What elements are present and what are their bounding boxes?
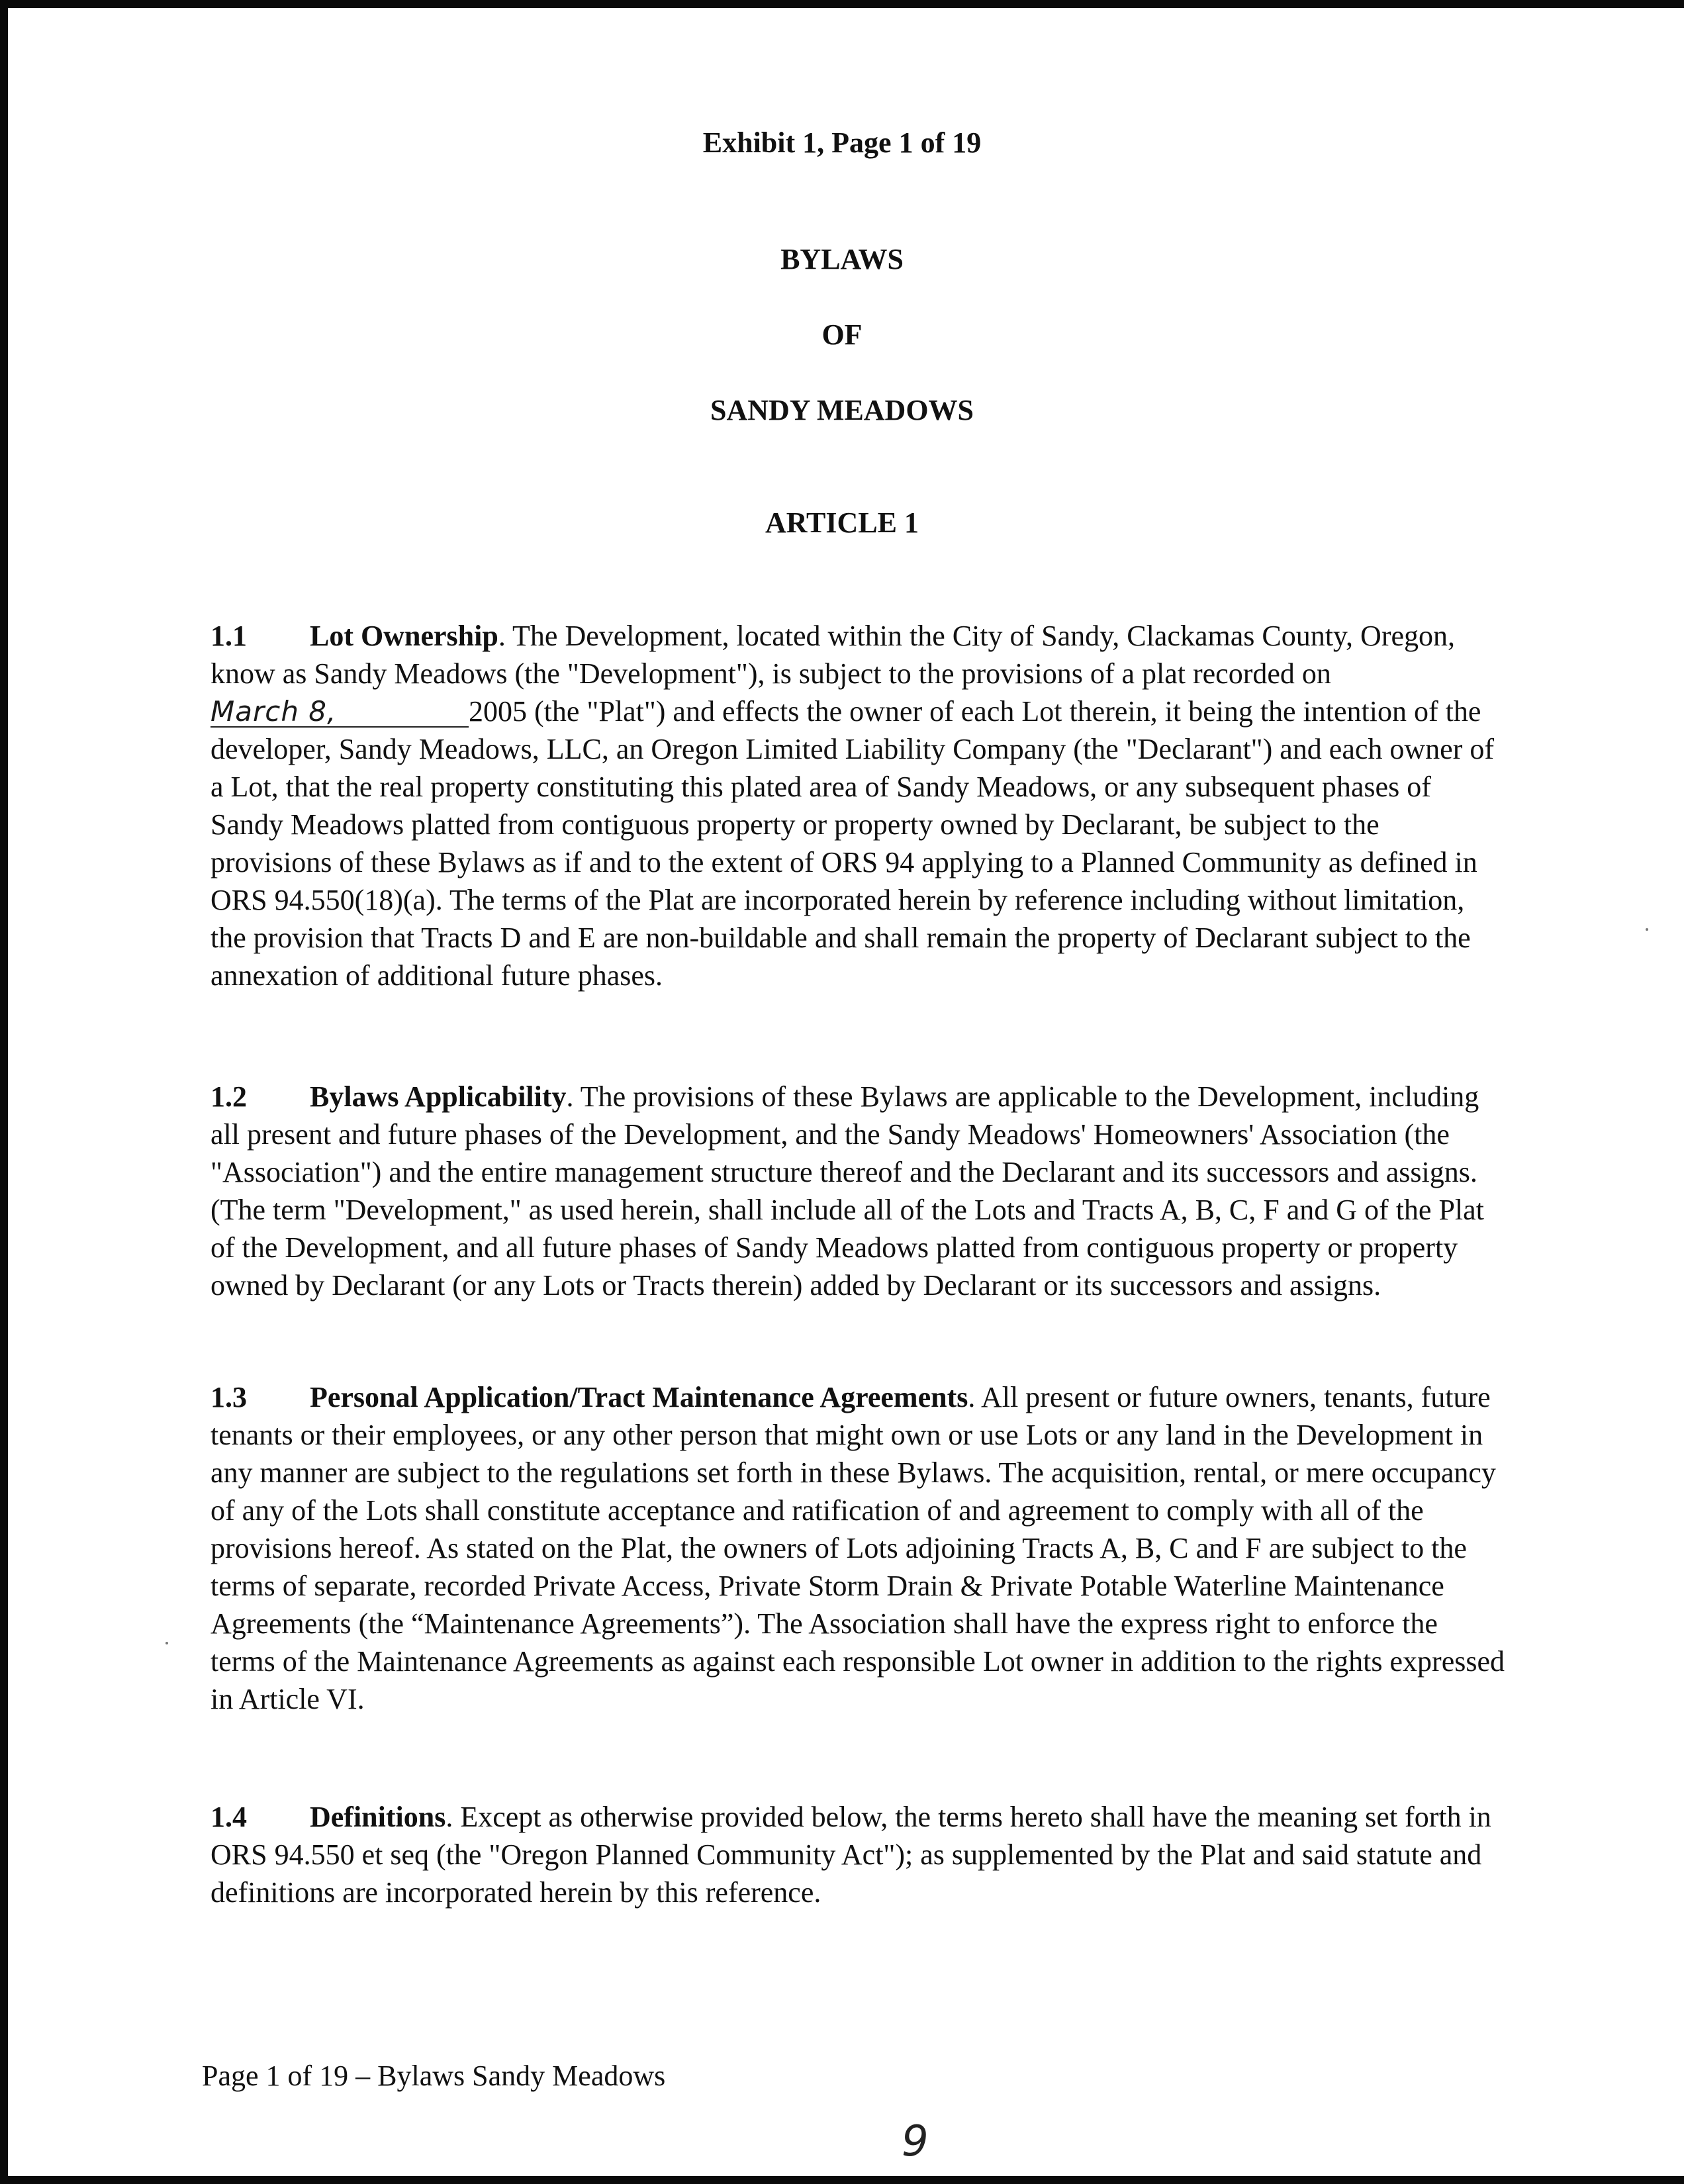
section-title: Personal Application/Tract Maintenance Agreements <box>310 1381 968 1413</box>
handwritten-page-number: 9 <box>902 2117 929 2166</box>
article-heading: ARTICLE 1 <box>765 506 919 539</box>
section-number: 1.3 <box>210 1381 247 1413</box>
section-text-continued: 2005 (the "Plat") and effects the owner of each Lot therein, it being the intention of the developer, Sandy Meadows, LLC, an Oregon Limited Liability Company (the "Declarant") and each owner of a Lot, that the real property constituting this plated area of Sandy Meadows, or any subsequent phases of Sandy Meadows platted from contiguous property or property owned by Declarant, be subject to the provisions of these Bylaws as if and to the extent of ORS 94 applying to a Planned Community as defined in ORS 94.550(18)(a). The terms of the Plat are incorporated herein by reference including without limitation, the provision that Tracts D and E are non-buildable and shall remain the property of Declarant subject to the annexation of additional future phases. <box>210 695 1495 992</box>
section-1-4 <box>210 1798 1505 1911</box>
document-title-bylaws: BYLAWS <box>780 243 904 275</box>
section-1-2 <box>210 1078 1505 1304</box>
section-text: . The provisions of these Bylaws are applicable to the Development, including all present and future phases of the Development, and the Sandy Meadows' Homeowners' Association (the "Association") and the entire management structure thereof and the Declarant and its successors and assigns. (The term "Development," as used herein, shall include all of the Lots and Tracts A, B, C, F and G of the Plat of the Development, and all future phases of Sandy Meadows platted from contiguous property or property owned by Declarant (or any Lots or Tracts therein) added by Declarant or its successors and assigns. <box>210 1080 1484 1302</box>
section-number: 1.4 <box>210 1801 247 1833</box>
section-title: Lot Ownership <box>310 620 498 652</box>
section-1-3 <box>210 1378 1505 1718</box>
scan-speck <box>1646 928 1648 931</box>
page-footer: Page 1 of 19 – Bylaws Sandy Meadows <box>202 2060 666 2092</box>
section-text: . All present or future owners, tenants, future tenants or their employees, or any other person that might own or use Lots or any land in the Development in any manner are subject to the regulations set forth in these Bylaws. The acquisition, rental, or mere occupancy of any of the Lots shall constitute acceptance and ratification of and agreement to comply with all of the provisions hereof. As stated on the Plat, the owners of Lots adjoining Tracts A, B, C and F are subject to the terms of separate, recorded Private Access, Private Storm Drain & Private Potable Waterline Maintenance Agreements (the “Maintenance Agreements”). The Association shall have the express right to enforce the terms of the Maintenance Agreements as against each responsible Lot owner in addition to the rights expressed in Article VI. <box>210 1381 1505 1715</box>
section-text: . The Development, located within the City of Sandy, Clackamas County, Oregon, know as Sandy Meadows (the "Development"), is subject to the provisions of a plat recorded on <box>210 620 1456 690</box>
section-1-1 <box>210 617 1505 994</box>
scan-border-bottom <box>0 2176 1684 2184</box>
scan-speck <box>165 1642 168 1644</box>
scan-border-top <box>0 0 1684 8</box>
section-title: Bylaws Applicability <box>310 1080 567 1113</box>
exhibit-label: Exhibit 1, Page 1 of 19 <box>702 126 982 159</box>
section-title: Definitions <box>310 1801 446 1833</box>
document-title-sandy-meadows: SANDY MEADOWS <box>710 394 974 426</box>
section-number: 1.1 <box>210 620 247 652</box>
handwritten-date: March 8, <box>210 697 469 728</box>
section-text: . Except as otherwise provided below, the terms hereto shall have the meaning set forth in ORS 94.550 et seq (the "Oregon Planned Community Act"); as supplemented by the Plat and said statute and definitions are incorporated herein by this reference. <box>210 1801 1491 1909</box>
section-number: 1.2 <box>210 1080 247 1113</box>
document-title-of: OF <box>821 318 863 351</box>
